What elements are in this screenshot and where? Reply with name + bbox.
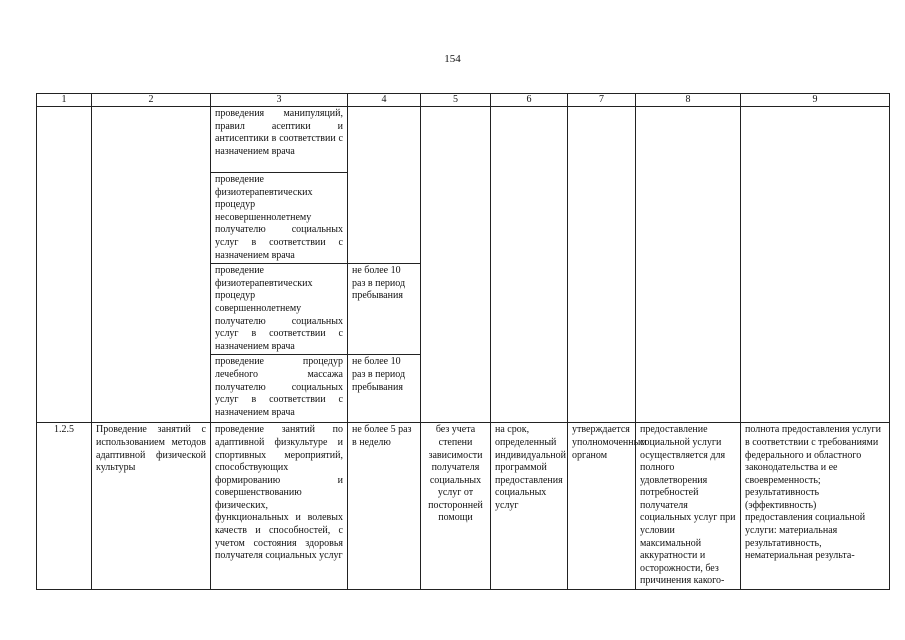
- table-cell-empty: [568, 107, 636, 423]
- column-header: 1: [37, 94, 92, 107]
- table-cell-applicability: без учета степени зависимости получателя социальных услуг от посторонней помощи: [421, 423, 491, 590]
- column-header: 6: [491, 94, 568, 107]
- table-cell-service-name: Проведение занятий с использованием методов адаптивной физической культуры: [92, 423, 211, 590]
- table-cell-tariff: утверждается уполномоченным органом: [568, 423, 636, 590]
- column-header: 9: [741, 94, 890, 107]
- column-header: 7: [568, 94, 636, 107]
- table-cell-quality-indicators: полнота предоставления услуги в соответствии с требованиями федерального и областного законодательства и ее своевременность; результативность (эффективность) предоставления социальной услуги: материальная результативность, нематериальная результа-: [741, 423, 890, 590]
- table-cell-service-detail: проведение процедур лечебного массажа получателю социальных услуг в соответствии с назначением врача: [211, 355, 348, 423]
- table-cell-empty: [741, 107, 890, 423]
- column-header: 3: [211, 94, 348, 107]
- page-number: 154: [444, 53, 461, 65]
- table-cell-service-detail: проведение физиотерапевтических процедур несовершеннолетнему получателю социальных услуг в соответствии с назначением врача: [211, 173, 348, 264]
- table-cell-term: на срок, определенный индивидуальной программой предоставления социальных услуг: [491, 423, 568, 590]
- table-cell-empty: [636, 107, 741, 423]
- table-row: [37, 423, 890, 590]
- table-cell-volume: не более 10 раз в период пребывания: [348, 264, 421, 355]
- table-cell-volume: не более 10 раз в период пребывания: [348, 355, 421, 423]
- table-cell-empty: [421, 107, 491, 423]
- table-cell-volume: не более 5 раз в неделю: [348, 423, 421, 590]
- table-cell-empty: [491, 107, 568, 423]
- column-header: 4: [348, 94, 421, 107]
- table-cell-service-detail: проведение физиотерапевтических процедур совершеннолетнему получателю социальных услуг в соответствии с назначением врача: [211, 264, 348, 355]
- column-header: 8: [636, 94, 741, 107]
- table-cell-number: 1.2.5: [37, 423, 92, 590]
- table-cell-conditions: предоставление социальной услуги осуществляется для полного удовлетворения потребностей получателя социальных услуг при условии максимальной аккуратности и осторожности, без причинения какого-: [636, 423, 741, 590]
- table-cell-empty: [37, 107, 92, 423]
- column-header: 5: [421, 94, 491, 107]
- table-cell-empty: [92, 107, 211, 423]
- table-cell-service-detail: проведения манипуляций, правил асептики и антисептики в соответствии с назначением врача: [211, 107, 348, 173]
- table-header-row: [37, 94, 890, 107]
- column-header: 2: [92, 94, 211, 107]
- services-table: [36, 93, 890, 590]
- table-cell-empty: [348, 107, 421, 264]
- table-cell-service-detail: проведение занятий по адаптивной физкультуре и спортивных мероприятий, способствующих формированию и совершенствованию физических, функциональных и волевых качеств и способностей, с учетом состояния здоровья получателя социальных услуг: [211, 423, 348, 590]
- table-row: [37, 107, 890, 173]
